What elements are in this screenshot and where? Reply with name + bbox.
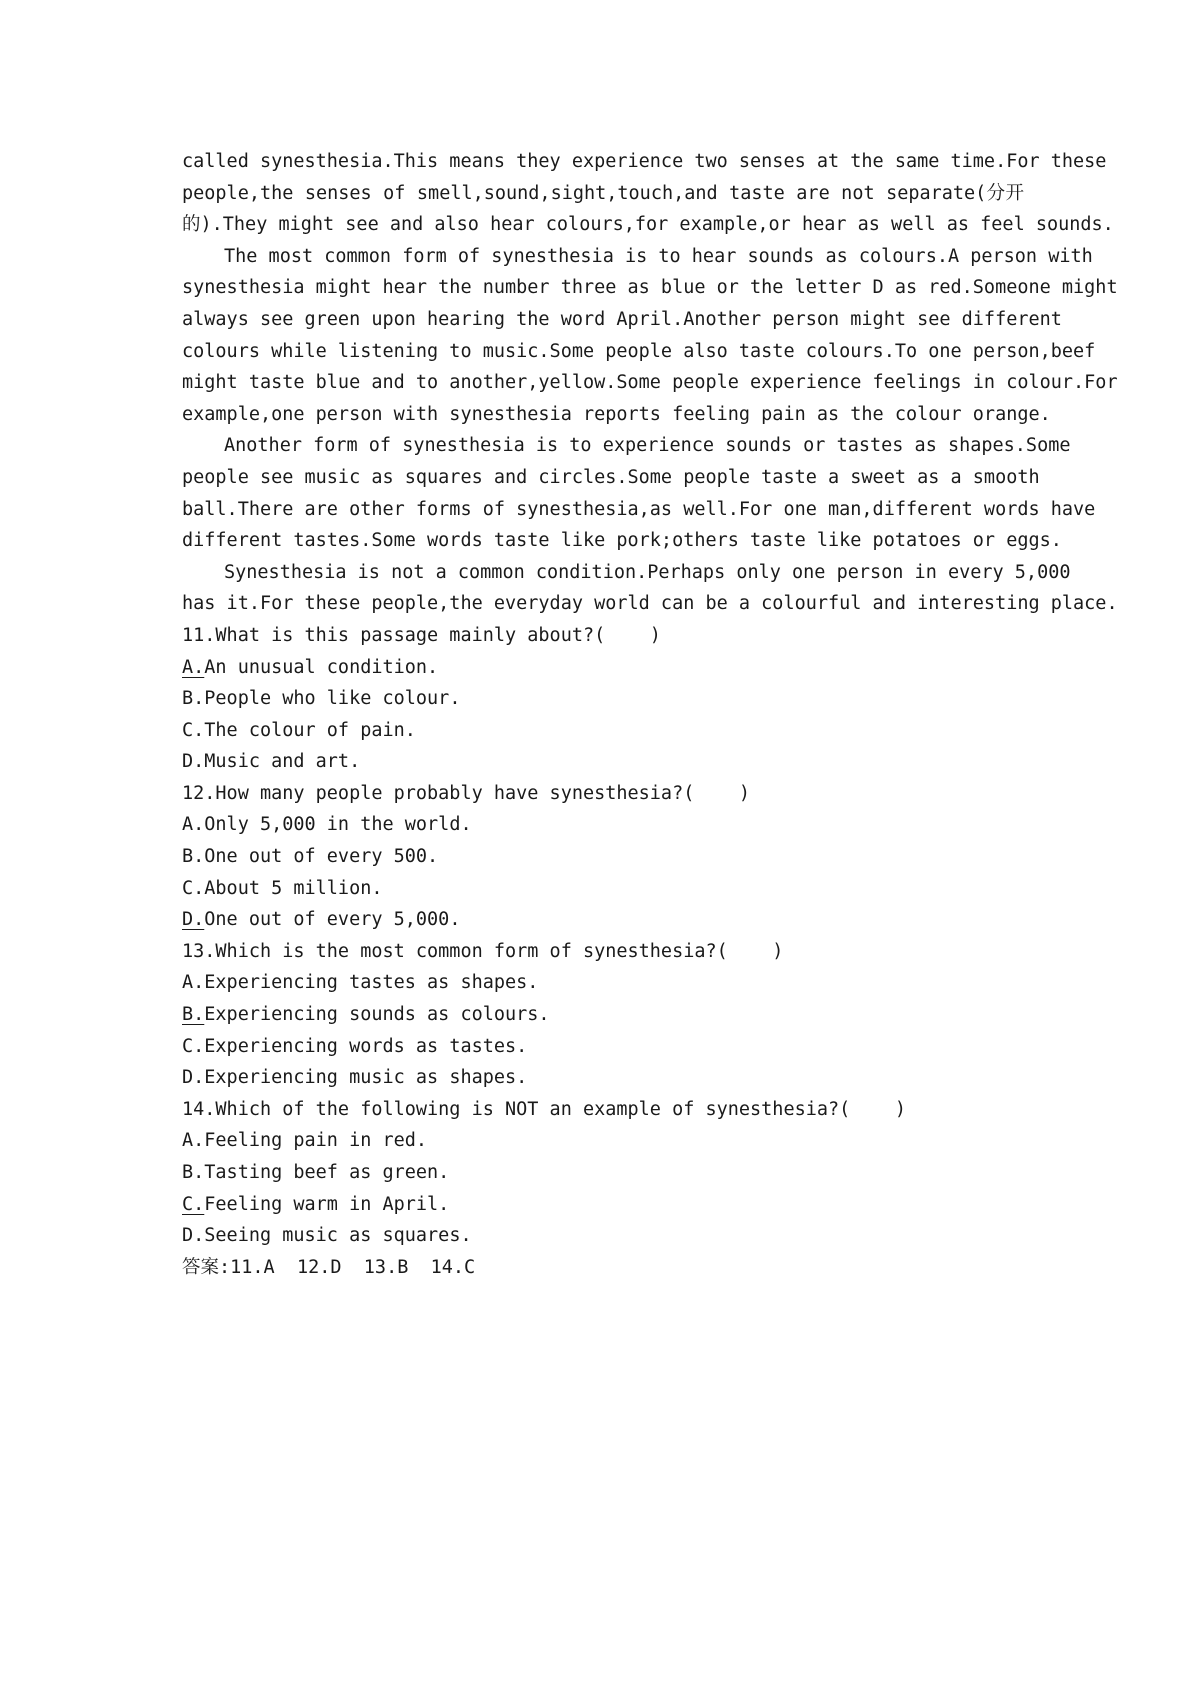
passage-paragraph-1 <box>182 146 1114 241</box>
option-letter-marked: B. <box>182 1004 205 1026</box>
question-11 <box>182 620 1024 778</box>
document-page <box>182 146 1118 1283</box>
passage-paragraph-4 <box>182 557 1118 620</box>
option-c <box>182 873 1024 905</box>
option-text: Experiencing words as tastes. <box>204 1035 528 1057</box>
option-b <box>182 841 1024 873</box>
option-letter: A. <box>182 814 205 836</box>
option-letter-marked: A. <box>182 656 205 678</box>
question-14 <box>182 1094 1024 1252</box>
option-letter: A. <box>182 1130 205 1152</box>
option-letter-marked: C. <box>182 1193 205 1215</box>
passage-line: people,the senses of smell,sound,sight,touch,and taste are not separate(分开 <box>182 182 1024 204</box>
passage-line: 的).They might see and also hear colours,for example,or hear as well as feel sounds. <box>182 214 1114 236</box>
question-stem: 11.What is this passage mainly about?( ) <box>182 624 661 646</box>
option-text: Feeling warm in April. <box>204 1193 450 1215</box>
option-letter: C. <box>182 719 205 741</box>
option-d <box>182 1062 1024 1094</box>
option-letter-marked: D. <box>182 909 205 931</box>
option-b <box>182 1157 1024 1189</box>
passage-line: people see music as squares and circles.Some people taste a sweet as a smooth <box>182 466 1040 488</box>
question-stem: 12.How many people probably have synesthesia?( ) <box>182 782 751 804</box>
option-a <box>182 967 1024 999</box>
question-13 <box>182 936 1024 1094</box>
option-c <box>182 715 1024 747</box>
option-text: Experiencing music as shapes. <box>204 1067 528 1089</box>
passage-line: has it.For these people,the everyday world can be a colourful and interesting place. <box>182 593 1118 615</box>
passage-paragraph-3 <box>182 430 1096 556</box>
option-d <box>182 746 1024 778</box>
question-12 <box>182 778 1024 936</box>
option-letter: D. <box>182 751 205 773</box>
option-letter: C. <box>182 1035 205 1057</box>
option-letter: A. <box>182 972 205 994</box>
question-stem: 13.Which is the most common form of synesthesia?( ) <box>182 940 784 962</box>
option-d <box>182 1220 1024 1252</box>
option-c <box>182 1031 1024 1063</box>
answer-key: 答案:11.A 12.D 13.B 14.C <box>182 1256 476 1278</box>
passage-line: might taste blue and to another,yellow.Some people experience feelings in colour.For <box>182 372 1118 394</box>
option-text: Music and art. <box>204 751 361 773</box>
option-text: One out of every 5,000. <box>204 909 461 931</box>
option-b <box>182 683 1024 715</box>
option-d <box>182 904 1024 936</box>
option-letter: D. <box>182 1067 205 1089</box>
passage-line: synesthesia might hear the number three as blue or the letter D as red.Someone might <box>182 277 1118 299</box>
option-b <box>182 999 1024 1031</box>
option-text: Feeling pain in red. <box>204 1130 428 1152</box>
option-text: About 5 million. <box>204 877 383 899</box>
option-text: Experiencing sounds as colours. <box>204 1004 550 1026</box>
passage-line: called synesthesia.This means they experience two senses at the same time.For these <box>182 151 1107 172</box>
passage-line: The most common form of synesthesia is to hear sounds as colours.A person with <box>224 245 1093 267</box>
option-text: An unusual condition. <box>204 656 439 678</box>
passage-paragraph-2 <box>182 241 1118 431</box>
passage-line: Another form of synesthesia is to experience sounds or tastes as shapes.Some <box>224 435 1071 457</box>
option-letter: D. <box>182 1225 205 1247</box>
option-text: Tasting beef as green. <box>204 1162 450 1183</box>
passage-line: different tastes.Some words taste like pork;others taste like potatoes or eggs. <box>182 530 1062 552</box>
passage-line: ball.There are other forms of synesthesia,as well.For one man,different words have <box>182 498 1096 520</box>
option-letter: B. <box>182 688 205 710</box>
option-text: Only 5,000 in the world. <box>204 814 472 836</box>
passage-line: example,one person with synesthesia reports feeling pain as the colour orange. <box>182 403 1051 425</box>
option-a <box>182 652 1024 684</box>
option-letter: B. <box>182 1162 205 1183</box>
option-text: One out of every 500. <box>204 846 439 868</box>
option-text: People who like colour. <box>204 688 461 710</box>
passage-line: Synesthesia is not a common condition.Perhaps only one person in every 5,000 <box>224 561 1071 583</box>
option-c <box>182 1189 1024 1221</box>
option-text: Seeing music as squares. <box>204 1225 472 1247</box>
option-a <box>182 809 1024 841</box>
passage-line: always see green upon hearing the word April.Another person might see different <box>182 308 1062 330</box>
question-stem: 14.Which of the following is NOT an example of synesthesia?( ) <box>182 1098 906 1120</box>
option-a <box>182 1125 1024 1157</box>
passage-line: colours while listening to music.Some people also taste colours.To one person,beef <box>182 340 1096 362</box>
option-text: Experiencing tastes as shapes. <box>204 972 539 994</box>
option-letter: B. <box>182 846 205 868</box>
option-letter: C. <box>182 877 205 899</box>
option-text: The colour of pain. <box>204 719 416 741</box>
